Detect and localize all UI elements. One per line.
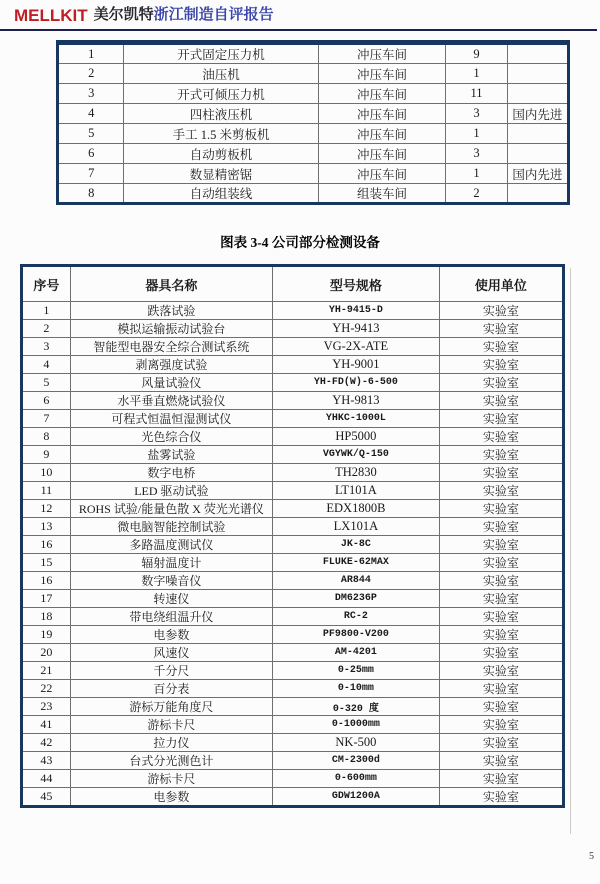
cell-unit: 实验室 [439, 464, 563, 482]
cell-model: NK-500 [272, 734, 439, 752]
cell-name: 百分表 [70, 680, 272, 698]
table-row [22, 536, 564, 554]
table-row [22, 464, 564, 482]
table-row [22, 482, 564, 500]
cell-name: 微电脑智能控制试验 [70, 518, 272, 536]
cell-note [507, 84, 568, 104]
cell-no: 23 [22, 698, 71, 716]
cell-model: YH-9813 [272, 392, 439, 410]
cell-note: 国内先进 [507, 164, 568, 184]
cell-qty: 1 [446, 64, 507, 84]
cell-model: YH-FD(W)-6-500 [272, 374, 439, 392]
cell-model: JK-8C [272, 536, 439, 554]
table-row [58, 184, 569, 204]
cell-name: 数显精密锯 [124, 164, 318, 184]
cell-no: 1 [22, 302, 71, 320]
report-header [0, 0, 597, 31]
cell-name: 盐雾试验 [70, 446, 272, 464]
cell-model: 0-600mm [272, 770, 439, 788]
table-row [22, 698, 564, 716]
table-row [58, 43, 569, 64]
cell-workshop: 冲压车间 [318, 43, 446, 64]
cell-qty: 1 [446, 124, 507, 144]
cell-unit: 实验室 [439, 518, 563, 536]
cell-name: 油压机 [124, 64, 318, 84]
cell-unit: 实验室 [439, 626, 563, 644]
cell-no: 13 [22, 518, 71, 536]
cell-model: RC-2 [272, 608, 439, 626]
cell-no: 8 [22, 428, 71, 446]
cell-unit: 实验室 [439, 428, 563, 446]
cell-name: 光色综合仪 [70, 428, 272, 446]
cell-no: 19 [22, 626, 71, 644]
cell-unit: 实验室 [439, 320, 563, 338]
cell-model: LX101A [272, 518, 439, 536]
cell-note: 国内先进 [507, 104, 568, 124]
cell-model: YH-9413 [272, 320, 439, 338]
table-row [22, 356, 564, 374]
cell-name: 风量试验仪 [70, 374, 272, 392]
table-row [22, 752, 564, 770]
cell-note [507, 43, 568, 64]
cell-name: 开式可倾压力机 [124, 84, 318, 104]
table-row [22, 608, 564, 626]
table-row [22, 644, 564, 662]
cell-workshop: 冲压车间 [318, 124, 446, 144]
cell-name: 千分尺 [70, 662, 272, 680]
cell-name: 电参数 [70, 788, 272, 807]
cell-workshop: 冲压车间 [318, 84, 446, 104]
col-header-no: 序号 [22, 266, 71, 302]
cell-no: 2 [58, 64, 124, 84]
cell-unit: 实验室 [439, 302, 563, 320]
cell-name: 拉力仪 [70, 734, 272, 752]
table-row [58, 104, 569, 124]
cell-name: 智能型电器安全综合测试系统 [70, 338, 272, 356]
cell-unit: 实验室 [439, 356, 563, 374]
cell-no: 10 [22, 464, 71, 482]
cell-unit: 实验室 [439, 680, 563, 698]
cell-model: VGYWK/Q-150 [272, 446, 439, 464]
cell-no: 18 [22, 608, 71, 626]
cell-unit: 实验室 [439, 338, 563, 356]
cell-workshop: 冲压车间 [318, 64, 446, 84]
table-row [22, 734, 564, 752]
cell-model: VG-2X-ATE [272, 338, 439, 356]
table-row [58, 144, 569, 164]
cell-no: 41 [22, 716, 71, 734]
cell-no: 5 [58, 124, 124, 144]
cell-name: 可程式恒温恒湿测试仪 [70, 410, 272, 428]
cell-qty: 2 [446, 184, 507, 204]
cell-qty: 1 [446, 164, 507, 184]
cell-no: 4 [58, 104, 124, 124]
page-number: 5 [589, 851, 594, 862]
equipment-table [56, 40, 570, 205]
cell-unit: 实验室 [439, 734, 563, 752]
cell-name: 游标万能角度尺 [70, 698, 272, 716]
cell-no: 42 [22, 734, 71, 752]
cell-no: 3 [22, 338, 71, 356]
cell-no: 22 [22, 680, 71, 698]
cell-model: FLUKE-62MAX [272, 554, 439, 572]
cell-name: 电参数 [70, 626, 272, 644]
header-title-company: 美尔凯特 [93, 7, 154, 23]
cell-unit: 实验室 [439, 788, 563, 807]
table-row [22, 788, 564, 807]
cell-name: 数字噪音仪 [70, 572, 272, 590]
detection-table-header [22, 266, 564, 302]
cell-no: 12 [22, 500, 71, 518]
cell-no: 21 [22, 662, 71, 680]
cell-unit: 实验室 [439, 500, 563, 518]
cell-unit: 实验室 [439, 608, 563, 626]
cell-workshop: 组装车间 [318, 184, 446, 204]
cell-workshop: 冲压车间 [318, 144, 446, 164]
cell-unit: 实验室 [439, 590, 563, 608]
detection-table [20, 264, 565, 808]
cell-no: 17 [22, 590, 71, 608]
col-header-name: 器具名称 [70, 266, 272, 302]
col-header-model: 型号规格 [272, 266, 439, 302]
equipment-table-body [58, 43, 569, 204]
table-row [22, 554, 564, 572]
cell-name: 转速仪 [70, 590, 272, 608]
cell-model: GDW1200A [272, 788, 439, 807]
cell-note [507, 64, 568, 84]
table-row [58, 164, 569, 184]
cell-name: 模拟运输振动试验台 [70, 320, 272, 338]
cell-model: LT101A [272, 482, 439, 500]
cell-model: 0-10mm [272, 680, 439, 698]
cell-unit: 实验室 [439, 752, 563, 770]
table-row [22, 428, 564, 446]
table-row [22, 302, 564, 320]
cell-model: CM-2300d [272, 752, 439, 770]
cell-no: 20 [22, 644, 71, 662]
table-row [22, 392, 564, 410]
cell-name: LED 驱动试验 [70, 482, 272, 500]
cell-model: 0-25mm [272, 662, 439, 680]
table-row [58, 124, 569, 144]
cell-no: 6 [22, 392, 71, 410]
cell-no: 3 [58, 84, 124, 104]
cell-unit: 实验室 [439, 410, 563, 428]
cell-no: 4 [22, 356, 71, 374]
cell-no: 7 [22, 410, 71, 428]
cell-no: 44 [22, 770, 71, 788]
cell-model: EDX1800B [272, 500, 439, 518]
cell-model: TH2830 [272, 464, 439, 482]
cell-model: PF9800-V200 [272, 626, 439, 644]
cell-model: DM6236P [272, 590, 439, 608]
cell-workshop: 冲压车间 [318, 164, 446, 184]
table-row [22, 320, 564, 338]
cell-name: ROHS 试验/能量色散 X 荧光光谱仪 [70, 500, 272, 518]
cell-model: HP5000 [272, 428, 439, 446]
cell-name: 跌落试验 [70, 302, 272, 320]
cell-unit: 实验室 [439, 536, 563, 554]
table-row [22, 500, 564, 518]
cell-unit: 实验室 [439, 446, 563, 464]
cell-unit: 实验室 [439, 374, 563, 392]
cell-qty: 3 [446, 104, 507, 124]
cell-unit: 实验室 [439, 698, 563, 716]
cell-model: YH-9001 [272, 356, 439, 374]
table-row [22, 680, 564, 698]
cell-unit: 实验室 [439, 554, 563, 572]
cell-unit: 实验室 [439, 572, 563, 590]
cell-unit: 实验室 [439, 482, 563, 500]
table-row [58, 84, 569, 104]
cell-name: 游标卡尺 [70, 716, 272, 734]
cell-name: 带电绕组温升仪 [70, 608, 272, 626]
table-row [22, 374, 564, 392]
cell-name: 水平垂直燃烧试验仪 [70, 392, 272, 410]
detection-table-body [22, 302, 564, 807]
table-row [22, 572, 564, 590]
header-title-report: 浙江制造自评报告 [153, 7, 274, 23]
cell-note [507, 124, 568, 144]
cell-model: 0-1000mm [272, 716, 439, 734]
cell-no: 16 [22, 572, 71, 590]
cell-no: 7 [58, 164, 124, 184]
cell-name: 台式分光测色计 [70, 752, 272, 770]
page-edge-line [570, 268, 571, 834]
cell-no: 2 [22, 320, 71, 338]
header-row [22, 266, 564, 302]
cell-name: 辐射温度计 [70, 554, 272, 572]
cell-no: 45 [22, 788, 71, 807]
cell-unit: 实验室 [439, 716, 563, 734]
cell-name: 游标卡尺 [70, 770, 272, 788]
cell-no: 11 [22, 482, 71, 500]
cell-model: YH-9415-D [272, 302, 439, 320]
cell-no: 9 [22, 446, 71, 464]
brand-logo-text: MELLKIT [14, 6, 88, 25]
cell-no: 8 [58, 184, 124, 204]
cell-name: 开式固定压力机 [124, 43, 318, 64]
table-row [22, 662, 564, 680]
table-row [22, 446, 564, 464]
cell-note [507, 144, 568, 164]
table-row [22, 626, 564, 644]
cell-name: 剥离强度试验 [70, 356, 272, 374]
cell-unit: 实验室 [439, 662, 563, 680]
cell-name: 风速仪 [70, 644, 272, 662]
table-row [22, 518, 564, 536]
cell-model: YHKC-1000L [272, 410, 439, 428]
cell-model: 0-320 度 [272, 698, 439, 716]
cell-no: 15 [22, 554, 71, 572]
table-caption: 图表 3-4 公司部分检测设备 [220, 235, 380, 250]
cell-model: AM-4201 [272, 644, 439, 662]
table-row [58, 64, 569, 84]
cell-no: 43 [22, 752, 71, 770]
table-row [22, 590, 564, 608]
cell-name: 自动剪板机 [124, 144, 318, 164]
cell-no: 5 [22, 374, 71, 392]
cell-unit: 实验室 [439, 644, 563, 662]
cell-no: 6 [58, 144, 124, 164]
cell-unit: 实验室 [439, 392, 563, 410]
table-row [22, 338, 564, 356]
cell-name: 手工 1.5 米剪板机 [124, 124, 318, 144]
cell-qty: 9 [446, 43, 507, 64]
cell-qty: 11 [446, 84, 507, 104]
cell-name: 数字电桥 [70, 464, 272, 482]
cell-qty: 3 [446, 144, 507, 164]
cell-unit: 实验室 [439, 770, 563, 788]
table-row [22, 770, 564, 788]
cell-name: 四柱液压机 [124, 104, 318, 124]
cell-note [507, 184, 568, 204]
table-row [22, 716, 564, 734]
table-row [22, 410, 564, 428]
cell-workshop: 冲压车间 [318, 104, 446, 124]
cell-name: 自动组装线 [124, 184, 318, 204]
cell-no: 16 [22, 536, 71, 554]
cell-no: 1 [58, 43, 124, 64]
col-header-unit: 使用单位 [439, 266, 563, 302]
cell-model: AR844 [272, 572, 439, 590]
cell-name: 多路温度测试仪 [70, 536, 272, 554]
